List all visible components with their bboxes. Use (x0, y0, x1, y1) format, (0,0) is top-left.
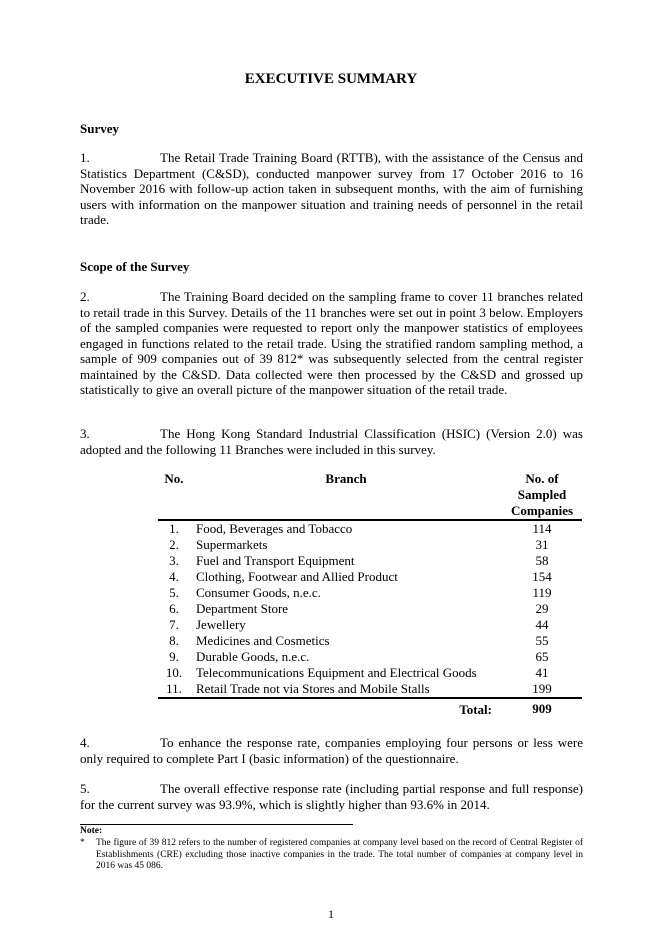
paragraph-2 (80, 289, 583, 398)
row-branch: Retail Trade not via Stores and Mobile Stalls (196, 681, 430, 696)
page-title: EXECUTIVE SUMMARY (244, 71, 418, 87)
header-no: No. (164, 471, 184, 486)
row-count: 199 (532, 681, 552, 696)
row-branch: Telecommunications Equipment and Electrical Goods (196, 665, 477, 680)
paragraph-text: The Retail Trade Training Board (RTTB), with the assistance of the Census and Statistics Department (C&SD), conducted manpower survey from 17 October 2016 to 16 November 2016 with follow-up action taken in subsequent months, with the aim of furnishing users with information on the manpower situation and training needs of personnel in the retail trade. (80, 150, 583, 227)
row-number: 8. (169, 633, 179, 648)
table-row (158, 633, 582, 649)
row-number: 4. (169, 569, 179, 584)
total-label: Total: (459, 702, 492, 717)
paragraph-3 (80, 426, 583, 457)
paragraph-number: 3. (80, 426, 90, 441)
row-branch: Fuel and Transport Equipment (196, 553, 355, 568)
paragraph-number: 2. (80, 289, 90, 304)
row-count: 31 (535, 537, 549, 552)
row-number: 5. (169, 585, 179, 600)
paragraph-text: The Training Board decided on the sampling frame to cover 11 branches related to retail trade in this Survey. Details of the 11 branches were set out in point 3 below. Employers of the sampled companies were requested to report only the manpower statistics of employees engaged in functions related to the retail trade. Using the stratified random sampling method, a sample of 909 companies out of 39 812* was subsequently selected from the central register maintained by the C&SD. Data collected were then processed by the C&SD and grossed up statistically to give an overall picture of the manpower situation of the retail trade. (80, 289, 583, 397)
row-count: 44 (535, 617, 549, 632)
table-row (158, 537, 582, 553)
paragraph-1 (80, 150, 583, 228)
row-count: 58 (535, 553, 549, 568)
total-value: 909 (532, 701, 552, 716)
row-number: 7. (169, 617, 179, 632)
row-count: 41 (535, 665, 549, 680)
paragraph-text: To enhance the response rate, companies employing four persons or less were only required to complete Part I (basic information) of the questionnaire. (80, 735, 583, 766)
paragraph-text: The Hong Kong Standard Industrial Classification (HSIC) (Version 2.0) was adopted and the following 11 Branches were included in this survey. (80, 426, 583, 457)
footnote (80, 838, 583, 873)
paragraph-number: 5. (80, 781, 90, 796)
row-branch: Jewellery (196, 617, 246, 632)
paragraph-number: 1. (80, 150, 90, 165)
row-number: 1. (169, 521, 179, 536)
row-count: 154 (532, 569, 552, 584)
paragraph-5 (80, 781, 583, 812)
table-row (158, 649, 582, 665)
row-count: 29 (535, 601, 549, 616)
row-branch: Medicines and Cosmetics (196, 633, 330, 648)
row-number: 3. (169, 553, 179, 568)
row-number: 10. (165, 665, 183, 680)
header-count: No. of Sampled Companies (510, 471, 574, 518)
table-row (158, 681, 582, 698)
row-number: 11. (166, 681, 182, 696)
paragraph-number: 4. (80, 735, 90, 750)
row-count: 65 (535, 649, 549, 664)
row-number: 9. (169, 649, 179, 664)
section-heading-scope: Scope of the Survey (80, 259, 190, 274)
footnote-marker: * (80, 838, 85, 848)
table-row (158, 601, 582, 617)
header-branch: Branch (325, 471, 367, 486)
table-row (158, 569, 582, 585)
footnote-divider (80, 824, 353, 825)
page-number: 1 (328, 907, 334, 921)
row-count: 119 (532, 585, 552, 600)
row-branch: Clothing, Footwear and Allied Product (196, 569, 398, 584)
row-number: 6. (169, 601, 179, 616)
table-total-row (158, 698, 582, 718)
row-count: 55 (535, 633, 549, 648)
footnote-label: Note: (80, 826, 103, 836)
table-row (158, 553, 582, 569)
paragraph-text: The overall effective response rate (including partial response and full response) for the current survey was 93.9%, which is slightly higher than 93.6% in 2014. (80, 781, 583, 812)
table-row (158, 617, 582, 633)
row-branch: Durable Goods, n.e.c. (196, 649, 310, 664)
row-branch: Food, Beverages and Tobacco (196, 521, 353, 536)
footnote-text: The figure of 39 812 refers to the number of registered companies at company level based on the record of Central Register of Establishments (CRE) excluding those inactive companies in the trade. The total number of companies at company level in 2016 was 45 086. (96, 838, 583, 871)
row-branch: Consumer Goods, n.e.c. (196, 585, 321, 600)
row-count: 114 (532, 521, 552, 536)
table-row (158, 665, 582, 681)
row-branch: Supermarkets (196, 537, 268, 552)
paragraph-4 (80, 735, 583, 766)
section-heading-survey: Survey (80, 121, 119, 136)
table-row (158, 520, 582, 537)
table-row (158, 585, 582, 601)
row-number: 2. (169, 537, 179, 552)
row-branch: Department Store (196, 601, 289, 616)
table-header-row (158, 471, 582, 520)
branch-table (158, 471, 582, 718)
